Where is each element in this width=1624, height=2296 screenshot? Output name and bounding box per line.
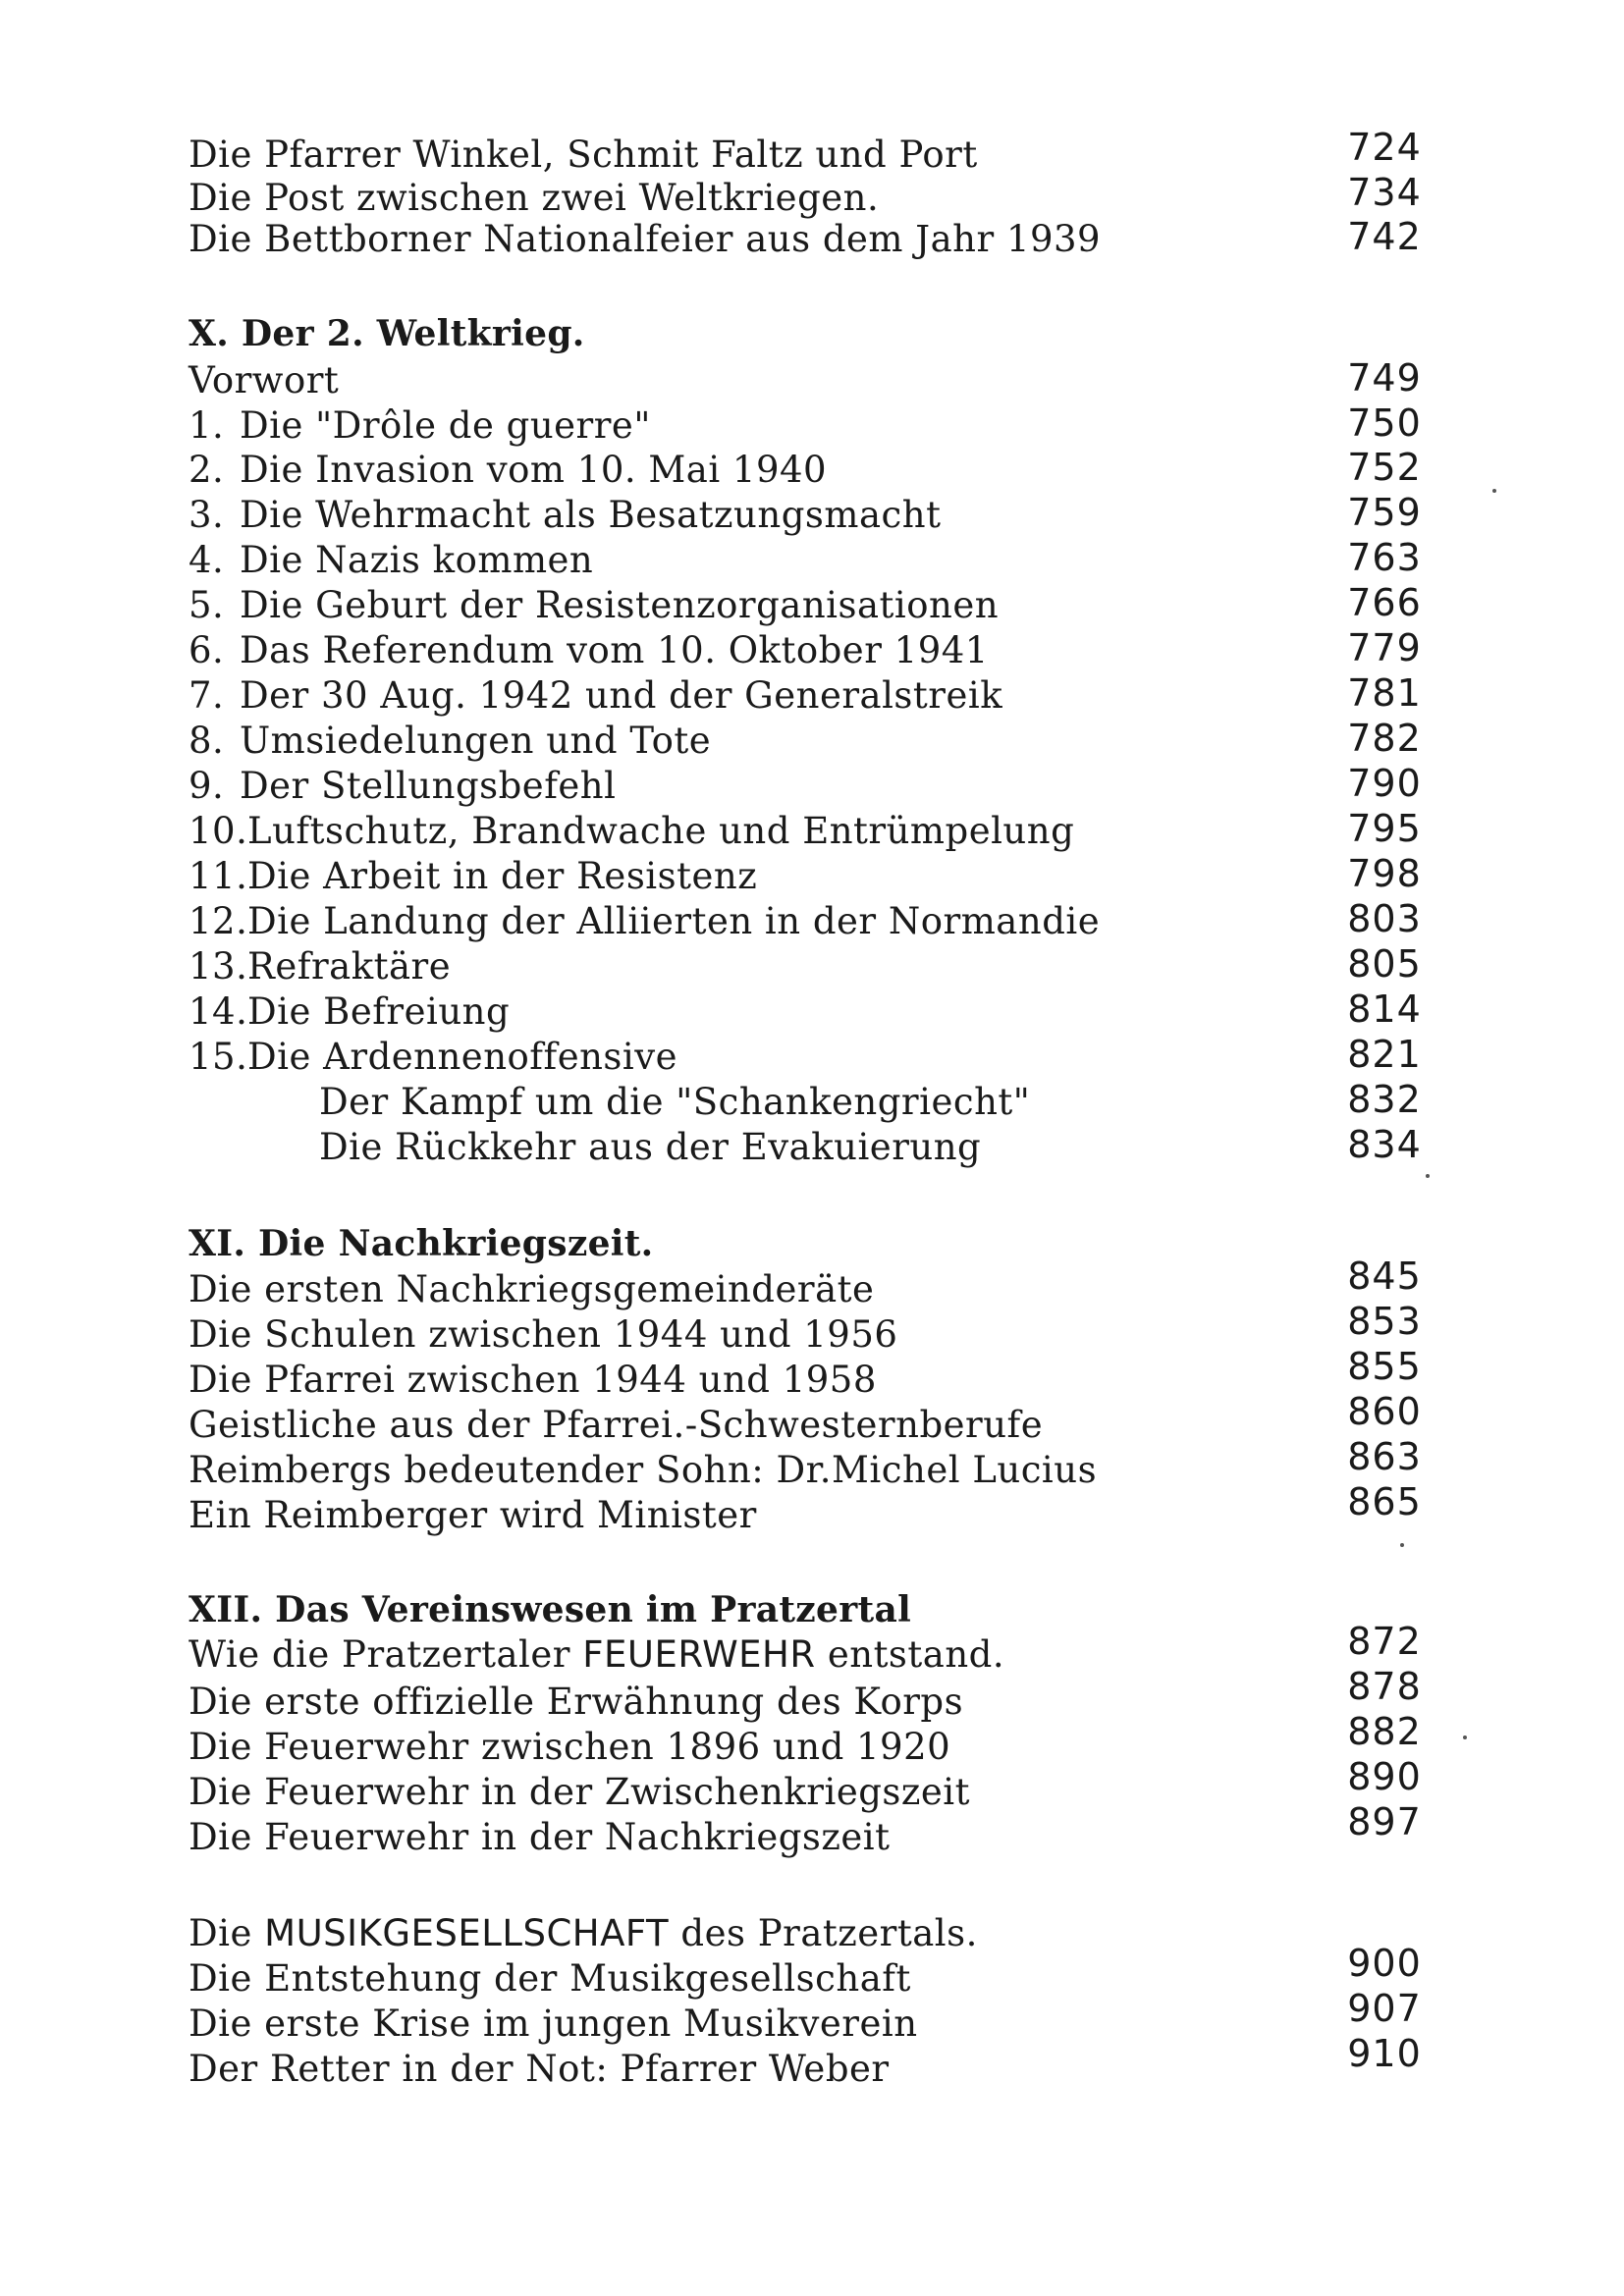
toc-entry-title: Die Arbeit in der Resistenz <box>247 855 758 897</box>
toc-page-number: 814 <box>1347 988 1422 1031</box>
toc-entry-emphasis: MUSIKGESELLSCHAFT <box>264 1912 670 1954</box>
toc-entry <box>189 855 1210 898</box>
toc-entry-number: 15. <box>189 1036 248 1078</box>
toc-entry-title: Die Pfarrei zwischen 1944 und 1958 <box>189 1359 877 1401</box>
toc-entry-title: Die Landung der Alliierten in der Normandie <box>247 900 1101 942</box>
toc-page-number: 845 <box>1347 1255 1422 1298</box>
toc-entry-title: Die Ardennenoffensive <box>247 1036 678 1078</box>
scan-speck <box>1463 1735 1467 1739</box>
toc-entry-title: Der Retter in der Not: Pfarrer Weber <box>189 2048 890 2090</box>
toc-entry <box>189 629 1210 672</box>
toc-page-number: 749 <box>1347 356 1422 400</box>
toc-entry-title: Die Befreiung <box>247 990 511 1033</box>
toc-page-number: 781 <box>1347 671 1422 715</box>
toc-entry <box>189 359 1210 402</box>
toc-entry <box>189 1633 1210 1677</box>
toc-page-number: 759 <box>1347 491 1422 534</box>
toc-entry-title-suffix: des Pratzertals. <box>669 1912 978 1954</box>
toc-entry-title-suffix: entstand. <box>815 1633 1005 1676</box>
toc-entry-title: Das Referendum vom 10. Oktober 1941 <box>240 629 989 671</box>
toc-entry <box>189 810 1210 853</box>
toc-entry <box>189 218 1210 261</box>
toc-entry <box>189 1816 1210 1859</box>
toc-entry-title: Die erste offizielle Erwähnung des Korps <box>189 1681 964 1723</box>
toc-page-number: 834 <box>1347 1123 1422 1166</box>
toc-entry-title: Die Geburt der Resistenzorganisationen <box>240 584 1000 626</box>
toc-page-number: 900 <box>1347 1942 1422 1985</box>
toc-entry-title: Die Schulen zwischen 1944 und 1956 <box>189 1313 898 1356</box>
chapter-heading: XII. Das Vereinswesen im Pratzertal <box>189 1589 912 1630</box>
toc-page-number: 803 <box>1347 897 1422 940</box>
toc-subentry <box>319 1126 1340 1169</box>
toc-entry <box>189 133 1210 177</box>
toc-entry <box>189 1359 1210 1402</box>
toc-page-number: 853 <box>1347 1300 1422 1343</box>
toc-entry <box>189 177 1210 220</box>
toc-entry <box>189 2048 1210 2091</box>
toc-entry <box>189 765 1210 808</box>
scan-speck <box>1492 489 1496 493</box>
toc-page-number: 832 <box>1347 1078 1422 1121</box>
toc-entry <box>189 1771 1210 1814</box>
toc-entry-title: Der 30 Aug. 1942 und der Generalstreik <box>240 674 1003 717</box>
toc-page-number: 821 <box>1347 1033 1422 1076</box>
toc-page-number: 750 <box>1347 401 1422 445</box>
toc-entry <box>189 945 1210 988</box>
toc-entry-title: Refraktäre <box>247 945 452 988</box>
toc-entry <box>189 2002 1210 2046</box>
toc-entry <box>189 1404 1210 1447</box>
toc-entry-title: Die Feuerwehr in der Zwischenkriegszeit <box>189 1771 970 1813</box>
toc-entry <box>189 1313 1210 1357</box>
toc-page-number: 742 <box>1347 215 1422 258</box>
toc-page-number: 882 <box>1347 1710 1422 1753</box>
toc-entry-number: 11. <box>189 855 248 897</box>
scan-speck <box>1400 1543 1404 1547</box>
toc-page-number: 724 <box>1347 126 1422 169</box>
toc-entry <box>189 1449 1210 1492</box>
toc-entry-number: 2. <box>189 449 225 491</box>
toc-page-number: 855 <box>1347 1345 1422 1388</box>
toc-entry <box>189 674 1210 718</box>
toc-entry-title: Die Wehrmacht als Besatzungsmacht <box>240 494 942 536</box>
toc-entry-title: Die Bettborner Nationalfeier aus dem Jahr 1939 <box>189 218 1102 260</box>
toc-entry <box>189 990 1210 1034</box>
chapter-heading: X. Der 2. Weltkrieg. <box>189 313 585 354</box>
toc-page-number: 907 <box>1347 1987 1422 2030</box>
scan-speck <box>1426 1174 1430 1178</box>
toc-entry-title: Der Kampf um die "Schankengriecht" <box>319 1081 1031 1123</box>
toc-entry-title: Die Rückkehr aus der Evakuierung <box>319 1126 982 1168</box>
toc-page-number: 798 <box>1347 852 1422 895</box>
toc-entry <box>189 449 1210 492</box>
toc-page-number: 795 <box>1347 807 1422 850</box>
toc-page-number: 734 <box>1347 171 1422 214</box>
toc-page-number: 878 <box>1347 1665 1422 1708</box>
toc-entry-title: Die "Drôle de guerre" <box>240 404 651 447</box>
toc-entry-number: 14. <box>189 990 248 1033</box>
toc-entry-title: Ein Reimberger wird Minister <box>189 1494 757 1536</box>
toc-subentry <box>319 1081 1340 1124</box>
toc-page-number: 863 <box>1347 1435 1422 1478</box>
toc-page-number: 790 <box>1347 762 1422 805</box>
toc-entry-title: Luftschutz, Brandwache und Entrümpelung <box>247 810 1075 852</box>
toc-entry <box>189 720 1210 763</box>
toc-page-number: 872 <box>1347 1620 1422 1663</box>
toc-entry-number: 3. <box>189 494 225 536</box>
toc-entry-emphasis: FEUERWEHR <box>582 1633 816 1676</box>
toc-entry <box>189 1494 1210 1537</box>
toc-entry-title: Die erste Krise im jungen Musikverein <box>189 2002 918 2045</box>
toc-entry-title-prefix: Wie die Pratzertaler <box>189 1633 583 1676</box>
toc-entry-title-prefix: Die <box>189 1912 265 1954</box>
toc-entry <box>189 584 1210 627</box>
toc-entry-number: 9. <box>189 765 225 807</box>
toc-entry <box>189 1036 1210 1079</box>
toc-entry-title: Die ersten Nachkriegsgemeinderäte <box>189 1268 875 1310</box>
toc-entry-title: Die Nazis kommen <box>240 539 594 581</box>
toc-entry-title: Die Post zwischen zwei Weltkriegen. <box>189 177 880 219</box>
toc-page-number: 763 <box>1347 536 1422 579</box>
toc-page-number: 910 <box>1347 2032 1422 2075</box>
toc-entry-number: 13. <box>189 945 248 988</box>
toc-entry-title: Die Feuerwehr in der Nachkriegszeit <box>189 1816 891 1858</box>
toc-entry-number: 12. <box>189 900 248 942</box>
toc-page-number: 860 <box>1347 1390 1422 1433</box>
toc-entry <box>189 1681 1210 1724</box>
toc-entry <box>189 1912 1210 1955</box>
toc-entry-title: Reimbergs bedeutender Sohn: Dr.Michel Lucius <box>189 1449 1098 1491</box>
toc-entry-number: 10. <box>189 810 248 852</box>
toc-entry-title: Vorwort <box>189 359 340 401</box>
chapter-heading: XI. Die Nachkriegszeit. <box>189 1223 654 1264</box>
toc-page-number: 779 <box>1347 626 1422 669</box>
toc-page-number: 897 <box>1347 1800 1422 1843</box>
toc-entry <box>189 1268 1210 1311</box>
toc-entry-number: 5. <box>189 584 225 626</box>
toc-page-number: 865 <box>1347 1480 1422 1523</box>
toc-page-number: 890 <box>1347 1755 1422 1798</box>
toc-entry <box>189 1726 1210 1769</box>
toc-entry-number: 6. <box>189 629 225 671</box>
toc-entry-title: Der Stellungsbefehl <box>240 765 617 807</box>
toc-entry-number: 1. <box>189 404 225 447</box>
toc-entry-title: Umsiedelungen und Tote <box>240 720 712 762</box>
toc-entry-title: Die Invasion vom 10. Mai 1940 <box>240 449 828 491</box>
toc-entry-title: Die Feuerwehr zwischen 1896 und 1920 <box>189 1726 951 1768</box>
toc-entry <box>189 494 1210 537</box>
toc-entry-title: Die Pfarrer Winkel, Schmit Faltz und Port <box>189 133 978 176</box>
toc-entry-number: 8. <box>189 720 225 762</box>
toc-page-number: 766 <box>1347 581 1422 624</box>
toc-entry-title: Die Entstehung der Musikgesellschaft <box>189 1957 911 2000</box>
toc-entry <box>189 539 1210 582</box>
toc-page-number: 782 <box>1347 717 1422 760</box>
toc-page-number: 805 <box>1347 942 1422 986</box>
toc-entry-number: 4. <box>189 539 225 581</box>
toc-entry-number: 7. <box>189 674 225 717</box>
toc-entry <box>189 900 1210 943</box>
toc-page-number: 752 <box>1347 446 1422 489</box>
toc-entry <box>189 1957 1210 2001</box>
toc-entry-title: Geistliche aus der Pfarrei.-Schwesternberufe <box>189 1404 1044 1446</box>
toc-entry <box>189 404 1210 448</box>
